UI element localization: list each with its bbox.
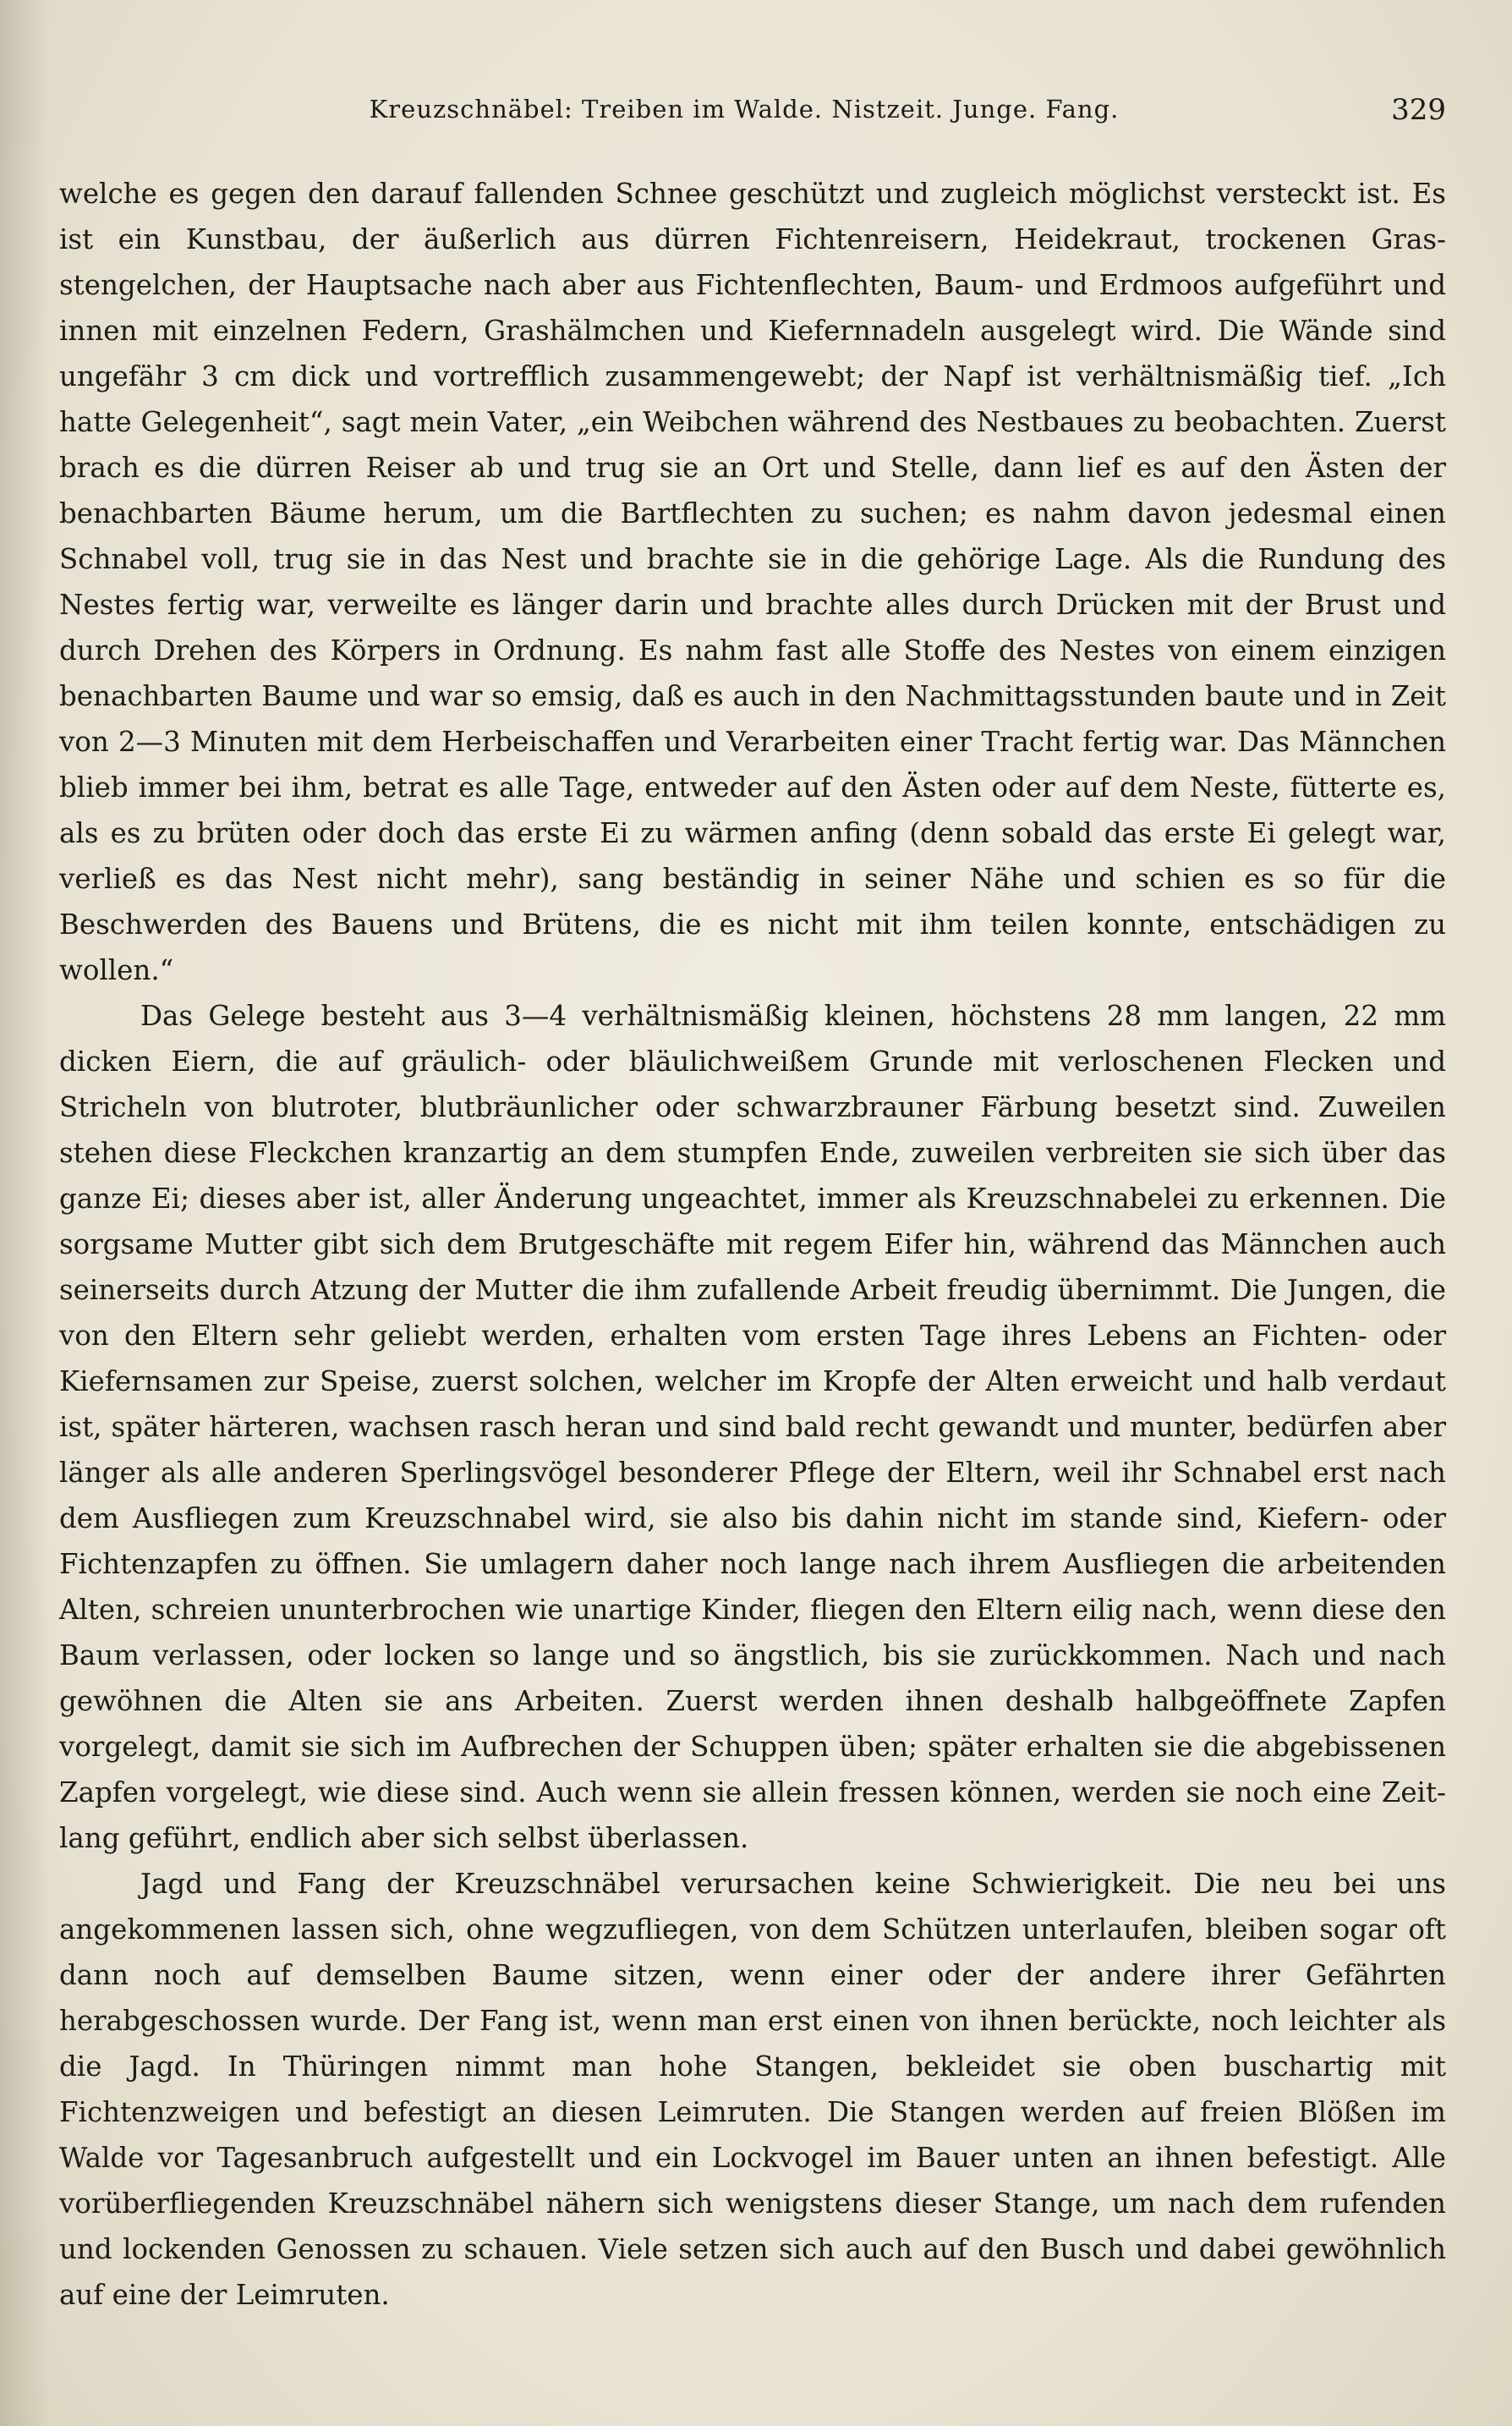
running-header: Kreuzschnäbel: Treiben im Walde. Nistzeit. Junge. Fang.: [369, 95, 1120, 123]
page-number: 329: [1391, 93, 1446, 127]
paragraph-hunting-and-catching: Jagd und Fang der Kreuzschnäbel verursachen keine Schwierigkeit. Die neu bei uns angekommenen lassen sich, ohne wegzufliegen, von dem Schützen unterlaufen, bleiben sogar oft dann noch auf demselben Baume sitzen, wenn einer oder der andere ihrer Gefährten herabgeschossen wurde. Der Fang ist, wenn man erst einen von ihnen berückte, noch leichter als die Jagd. In Thüringen nimmt man hohe Stangen, bekleidet sie oben buschartig mit Fichtenzweigen und befestigt an diesen Leimruten. Die Stangen werden auf freien Blößen im Walde vor Tagesanbruch aufgestellt und ein Lockvogel im Bauer unten an ihnen befestigt. Alle vorüberfliegenden Kreuzschnäbel nähern sich wenigstens dieser Stange, um nach dem rufenden und lockenden Genossen zu schauen. Viele setzen sich auch auf den Busch und dabei gewöhnlich auf eine der Leimruten.: [59, 1868, 1446, 2311]
body-text: [59, 171, 1446, 2318]
paragraph-nest: welche es gegen den darauf fallenden Schnee geschützt und zugleich möglichst versteckt ist. Es ist ein Kunstbau, der äußerlich aus dürren Fichtenreisern, Heidekraut, trockenen Grasstengelchen, der Hauptsache nach aber aus Fichtenflechten, Baum- und Erdmoos aufgeführt und innen mit einzelnen Federn, Grashälmchen und Kiefernnadeln ausgelegt wird. Die Wände sind ungefähr 3 cm dick und vortrefflich zusammengewebt; der Napf ist verhältnismäßig tief. „Ich hatte Gelegenheit“, sagt mein Vater, „ein Weibchen während des Nestbaues zu beobachten. Zuerst brach es die dürren Reiser ab und trug sie an Ort und Stelle, dann lief es auf den Ästen der benachbarten Bäume herum, um die Bartflechten zu suchen; es nahm davon jedesmal einen Schnabel voll, trug sie in das Nest und brachte sie in die gehörige Lage. Als die Rundung des Nestes fertig war, verweilte es länger darin und brachte alles durch Drücken mit der Brust und durch Drehen des Körpers in Ordnung. Es nahm fast alle Stoffe des Nestes von einem einzigen benachbarten Baume und war so emsig, daß es auch in den Nachmittagsstunden baute und in Zeit von 2—3 Minuten mit dem Herbeischaffen und Verarbeiten einer Tracht fertig war. Das Männchen blieb immer bei ihm, betrat es alle Tage, entweder auf den Ästen oder auf dem Neste, fütterte es, als es zu brüten oder doch das erste Ei zu wärmen anfing (denn sobald das erste Ei gelegt war, verließ es das Nest nicht mehr), sang beständig in seiner Nähe und schien es so für die Beschwerden des Bauens und Brütens, die es nicht mit ihm teilen konnte, entschädigen zu wollen.“: [59, 178, 1446, 986]
paragraph-eggs-and-young: Das Gelege besteht aus 3—4 verhältnismäßig kleinen, höchstens 28 mm langen, 22 mm dicken Eiern, die auf gräulich- oder bläulichweißem Grunde mit verloschenen Flecken und Stricheln von blutroter, blutbräunlicher oder schwarzbrauner Färbung besetzt sind. Zuweilen stehen diese Fleckchen kranzartig an dem stumpfen Ende, zuweilen verbreiten sie sich über das ganze Ei; dieses aber ist, aller Änderung ungeachtet, immer als Kreuzschnabelei zu erkennen. Die sorgsame Mutter gibt sich dem Brutgeschäfte mit regem Eifer hin, während das Männchen auch seinerseits durch Atzung der Mutter die ihm zufallende Arbeit freudig übernimmt. Die Jungen, die von den Eltern sehr geliebt werden, erhalten vom ersten Tage ihres Lebens an Fichten- oder Kiefernsamen zur Speise, zuerst solchen, welcher im Kropfe der Alten erweicht und halb verdaut ist, später härteren, wachsen rasch heran und sind bald recht gewandt und munter, bedürfen aber länger als alle anderen Sperlingsvögel besonderer Pflege der Eltern, weil ihr Schnabel erst nach dem Ausfliegen zum Kreuzschnabel wird, sie also bis dahin nicht im stande sind, Kiefern- oder Fichtenzapfen zu öffnen. Sie umlagern daher noch lange nach ihrem Ausfliegen die arbeitenden Alten, schreien ununterbrochen wie unartige Kinder, fliegen den Eltern eilig nach, wenn diese den Baum verlassen, oder locken so lange und so ängstlich, bis sie zurückkommen. Nach und nach gewöhnen die Alten sie ans Arbeiten. Zuerst werden ihnen deshalb halbgeöffnete Zapfen vorgelegt, damit sie sich im Aufbrechen der Schuppen üben; später erhalten sie die abgebissenen Zapfen vorgelegt, wie diese sind. Auch wenn sie allein fressen können, werden sie noch eine Zeitlang geführt, endlich aber sich selbst überlassen.: [59, 1000, 1446, 1854]
